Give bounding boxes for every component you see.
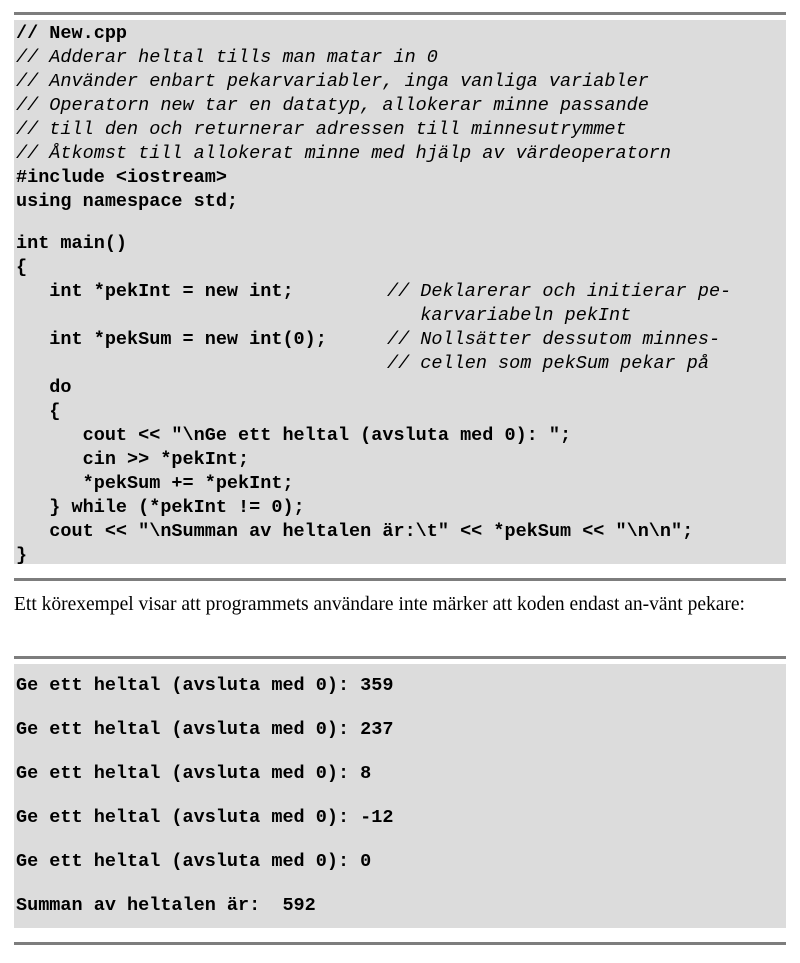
body-paragraph: Ett körexempel visar att programmets användare inte märker att koden endast an-vänt pekare: [14, 594, 745, 615]
output-top-rule [14, 656, 786, 659]
code-comment-line: // till den och returnerar adressen till minnesutrymmet [16, 119, 627, 140]
output-line: Ge ett heltal (avsluta med 0): 359 [16, 675, 394, 696]
program-output [14, 664, 786, 928]
code-main-signature: int main() [16, 233, 128, 254]
code-comment-line: // Åtkomst till allokerat minne med hjälp av värdeoperatorn [16, 143, 672, 164]
code-using: using namespace std; [16, 191, 239, 212]
code-do: do [16, 377, 72, 398]
code-open-brace: { [16, 257, 28, 278]
code-decl-peksum-comment-cont: // cellen som pekSum pekar på [387, 353, 709, 374]
output-line: Ge ett heltal (avsluta med 0): 8 [16, 763, 372, 784]
code-decl-pekint-comment: // Deklarerar och initierar pe- [387, 281, 732, 302]
code-decl-pekint-comment-cont: karvariabeln pekInt [387, 305, 632, 326]
output-line: Ge ett heltal (avsluta med 0): -12 [16, 807, 394, 828]
output-bottom-rule [14, 942, 786, 945]
code-filename-comment: // New.cpp [16, 23, 128, 44]
code-cin: cin >> *pekInt; [16, 449, 250, 470]
top-rule [14, 12, 786, 15]
code-cout-sum: cout << "\nSumman av heltalen är:\t" << *pekSum << "\n\n"; [16, 521, 694, 542]
output-line: Ge ett heltal (avsluta med 0): 0 [16, 851, 372, 872]
code-include: #include <iostream> [16, 167, 227, 188]
output-sum-line: Summan av heltalen är: 592 [16, 895, 316, 916]
code-decl-peksum-comment: // Nollsätter dessutom minnes- [387, 329, 721, 350]
code-cout-prompt: cout << "\nGe ett heltal (avsluta med 0): "; [16, 425, 572, 446]
code-listing [14, 20, 786, 564]
code-close-brace: } [16, 545, 28, 566]
code-accumulate: *pekSum += *pekInt; [16, 473, 294, 494]
code-do-open-brace: { [16, 401, 61, 422]
code-bottom-rule [14, 578, 786, 581]
code-decl-pekint: int *pekInt = new int; [16, 281, 294, 302]
code-while: } while (*pekInt != 0); [16, 497, 305, 518]
code-comment-line: // Operatorn new tar en datatyp, allokerar minne passande [16, 95, 649, 116]
code-decl-peksum: int *pekSum = new int(0); [16, 329, 327, 350]
code-comment-line: // Adderar heltal tills man matar in 0 [16, 47, 438, 68]
code-comment-line: // Använder enbart pekarvariabler, inga vanliga variabler [16, 71, 649, 92]
output-line: Ge ett heltal (avsluta med 0): 237 [16, 719, 394, 740]
